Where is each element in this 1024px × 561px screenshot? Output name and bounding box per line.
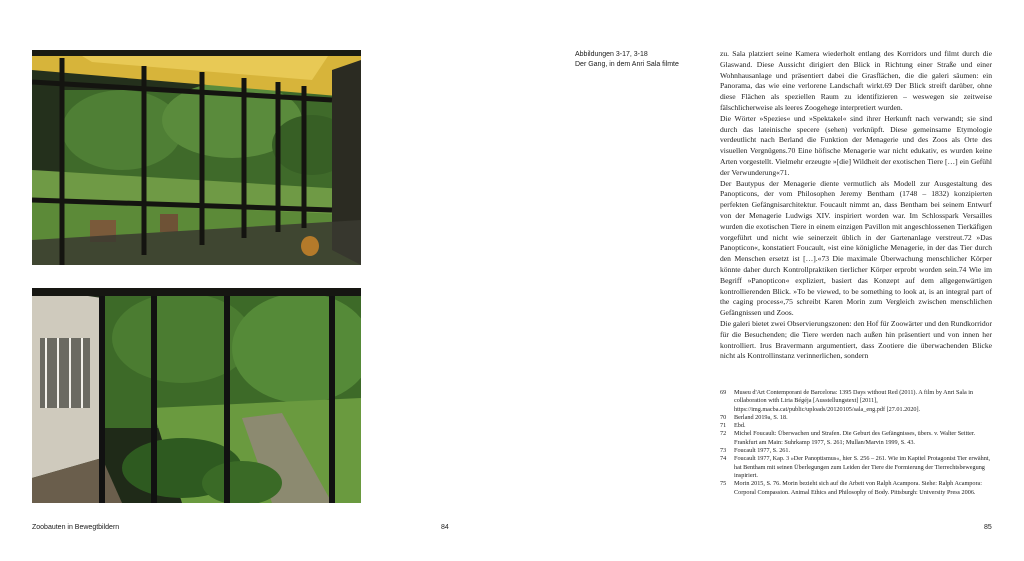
body-paragraph: Die Wörter »Spezies« und »Spektakel« sind ihrer Herkunft nach verwandt; sie sind durch das lateinische specere (sehen) verknüpft. Diese gemeinsame Etymologie verdeutlicht nach Berland die Funktion der Menagerie und des Zoos als Orte des visuellen Vergnügens.70 Eine höfische Menagerie war nicht edukativ, es wurden keine Arten vorgestellt. Vielmehr erzeugte »[die] Wildheit der exotischen Tiere […] ein Gefühl der Verwunderung«71. [720, 113, 992, 177]
body-paragraph: Die galeri bietet zwei Observierungszonen: den Hof für Zoowärter und den Rundkorridor für die Besuchenden; die Tiere werden nach außen hin präsentiert und von innen her kontrolliert. Irus Bravermann argumentiert, dass Zootiere die überwachenden Blicke nicht als Kontrollinstanz verinnerlichen, sondern [720, 318, 992, 361]
corridor-photo-top-image [32, 50, 361, 265]
footnote [720, 422, 992, 430]
footnote [720, 447, 992, 455]
footnote-number: 73 [720, 447, 727, 455]
body-text [720, 49, 992, 362]
footnote [720, 455, 992, 480]
footnote-number: 71 [720, 422, 727, 430]
caption-text: Der Gang, in dem Anri Sala filmte [575, 60, 679, 68]
footnote [720, 414, 992, 422]
footnote-number: 72 [720, 430, 727, 438]
footnote-text: Foucault 1977, Kap. 3 »Der Panoptismus«, hier S. 256 – 261. Wie im Kapitel Protagonist Tier erwähnt, hat Bentham mit seinen Überlegungen zum Leiden der Tiere die Formierung der Tierrechtsbewegung inspiriert. [734, 455, 991, 479]
body-paragraph: zu. Sala platziert seine Kamera wiederholt entlang des Korridors und filmt durch die Glaswand. Diese Aussicht dirigiert den Blick in Richtung einer Straße und einer Wohnhausanlage und präsentiert dabei die Grasflächen, die die galeri säumen: ein Panorama, das wie eine verlorene Landschaft wirkt.69 Der Blick streift darüber, ohne diese Flächen als speziellen Raum zu identifizieren – weswegen sie zeitweise fälschlicherweise als leeres Zoogehege interpretiert wurden. [720, 49, 992, 112]
footnote-text: Foucault 1977, S. 261. [734, 447, 791, 455]
footnote [720, 430, 992, 447]
running-footer-title: Zoobauten in Bewegtbildern [32, 524, 120, 531]
footnote [720, 480, 992, 497]
footnote-text: Museu d'Art Contemporani de Barcelona: 1395 Days without Red (2011). A film by Anri Sala in collaboration with Liria Bégéja [Ausstellungstext] [2011], https://img.macba.cat/public/uploads/20120105/sala_eng.pdf [27.01.2020]. [734, 389, 974, 413]
corridor-photo-top [32, 50, 361, 265]
footnotes [720, 389, 992, 497]
footnote-number: 74 [720, 455, 727, 463]
footnote-text: Ebd. [734, 422, 746, 430]
caption-figures: Abbildungen 3-17, 3-18 [575, 51, 648, 58]
footnote-text: Michel Foucault: Überwachen und Strafen. Die Geburt des Gefängnisses, übers. v. Walter Seitter. Frankfurt am Main: Suhrkamp 1977, S. 261; Mullan/Marvin 1999, S. 43. [734, 430, 976, 446]
footnote-text: Morin 2015, S. 76. Morin bezieht sich auf die Arbeit von Ralph Acampora. Siehe: Ralph Acampora: Corporal Compassion. Animal Ethics and Philosophy of Body. Pittsburgh: University Press 2006. [734, 480, 982, 496]
page-number-right: 85 [984, 524, 992, 531]
footnote-number: 75 [720, 480, 727, 488]
footnote-number: 69 [720, 389, 727, 396]
page-number-left: 84 [441, 524, 449, 531]
figure-caption [575, 50, 715, 69]
footnote [720, 389, 992, 414]
corridor-photo-bottom [32, 288, 361, 503]
footnote-number: 70 [720, 413, 727, 421]
body-paragraph: Der Bautypus der Menagerie diente vermutlich als Modell zur Ausgestaltung des Panopticons, der vom Philosophen Jeremy Bentham (1748 – 1832) konzipierten perfekten Gefängnisarchitektur. Foucault nimmt an, dass Bentham bei seinem Entwurf von der Menagerie Ludwigs XIV. inspiriert worden war. Im Schlosspark Versailles wurden die exotischen Tiere in einem einzigen Pavillon mit angeschlossenen Tierkäfigen vorgeführt und nicht wie seinerzeit üblich in der Gartenanlage verstreut.72 »Das Panopticon«, konstatiert Foucault, »ist eine königliche Menagerie, in der das Tier durch den Menschen ersetzt ist […].«73 Die maximale Überwachung menschlicher Körper könnte daher durch Kontrollpraktiken tierlicher Körper erprobt worden sein.74 Wie im Begriff »Panopticon« expliziert, basiert das Konzept auf dem allgegenwärtigen kontrollierenden Blick. »To be viewed, to be something to look at, is an integral part of the caging process«,75 schreibt Karen Morin zum Vergleich zwischen menschlichen Gefängnissen und Zoos. [720, 178, 992, 318]
footnote-text: Berland 2019a, S. 18. [734, 413, 788, 421]
corridor-photo-bottom-image [32, 288, 361, 503]
